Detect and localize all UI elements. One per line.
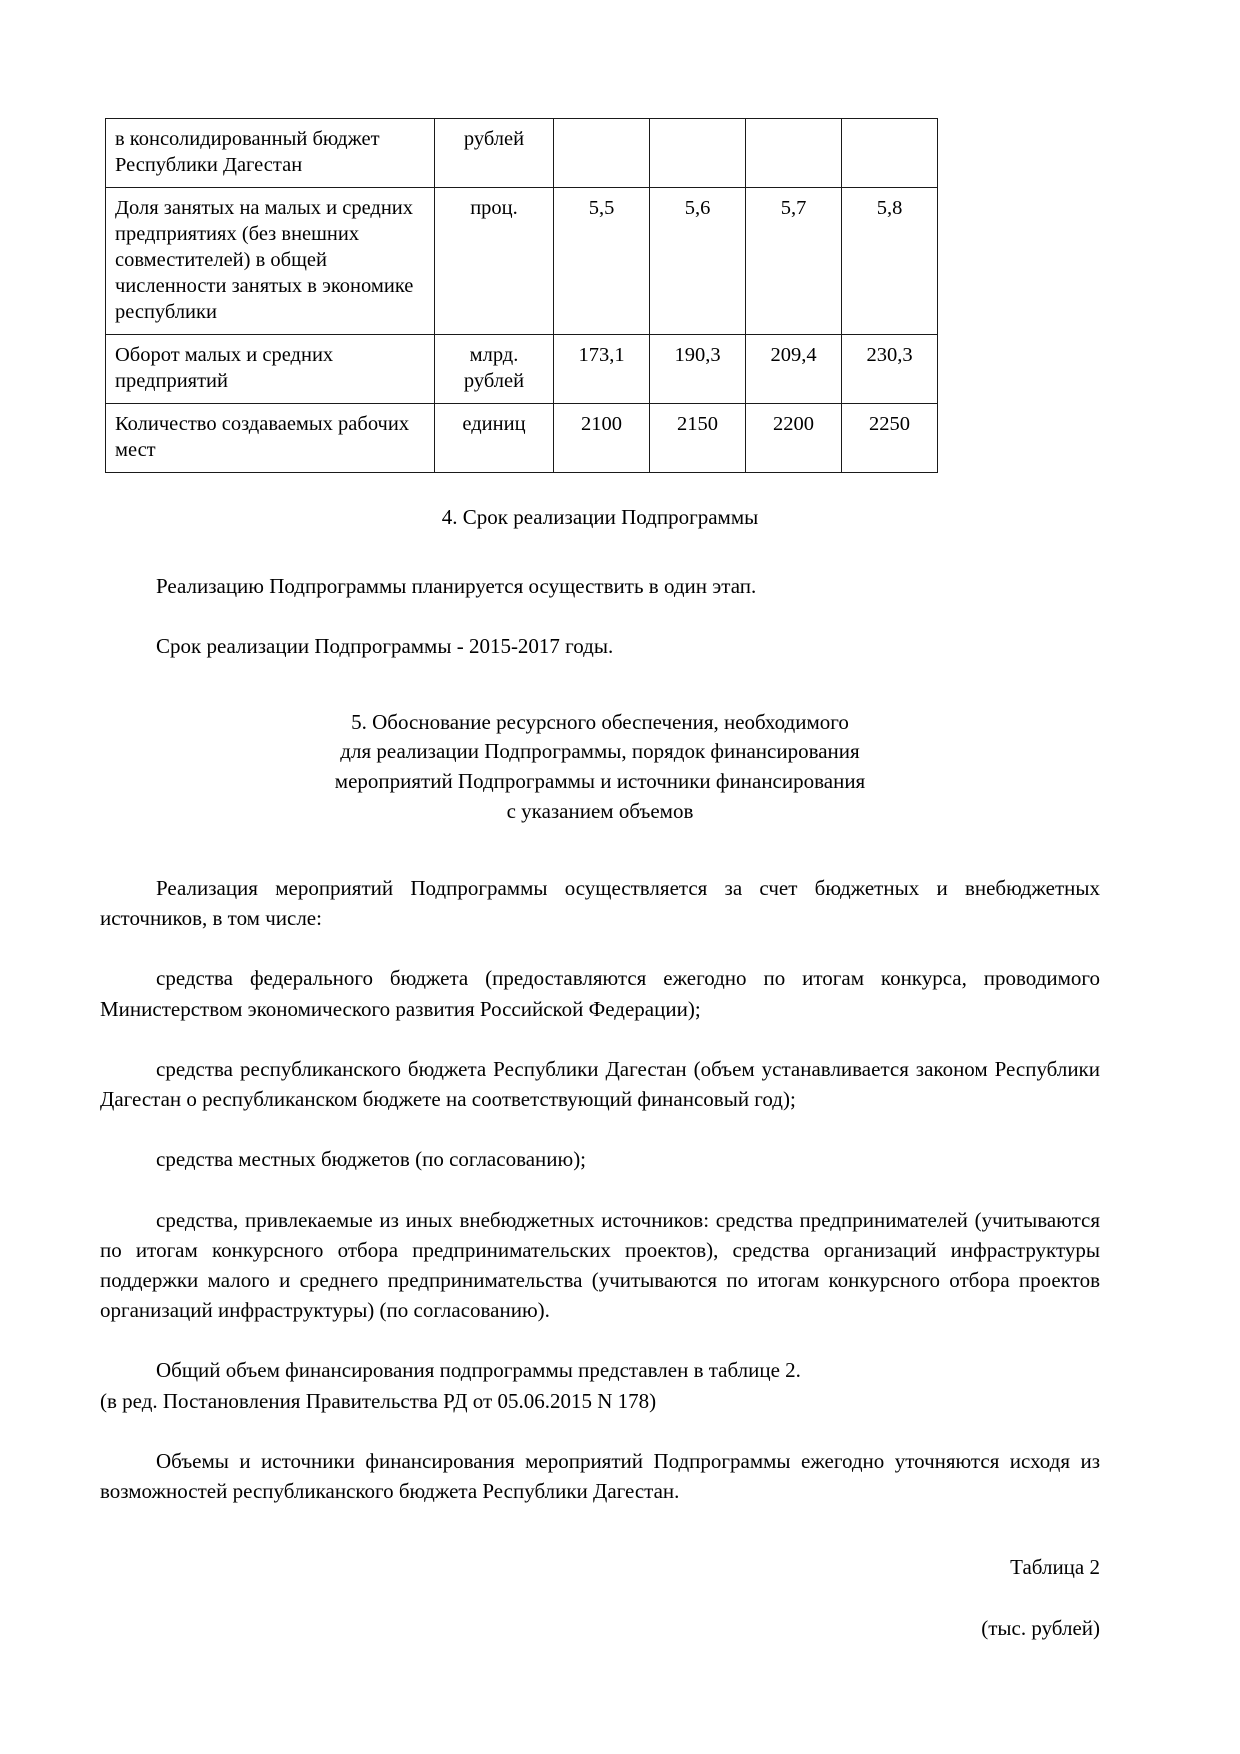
total-funding-volume: Общий объем финансирования подпрограммы представлен в таблице 2. (156, 1358, 801, 1383)
section-5-heading-line-3: мероприятий Подпрограммы и источники финансирования (334, 769, 866, 794)
annual-clarification: Объемы и источники финансирования мероприятий Подпрограммы ежегодно уточняются исходя из возможностей республиканского бюджета Республики Дагестан. (100, 1448, 1100, 1504)
indicator-value: 5,6 (650, 188, 746, 335)
indicator-label: в консолидированный бюджет Республики Дагестан (106, 119, 435, 188)
amendment-note: (в ред. Постановления Правительства РД от 05.06.2015 N 178) (100, 1388, 657, 1413)
table-row (106, 404, 938, 473)
indicator-value (650, 119, 746, 188)
indicator-value: 173,1 (554, 335, 650, 404)
indicators-table (105, 118, 938, 473)
spacer (100, 533, 1100, 571)
indicator-value (842, 119, 938, 188)
indicator-value: 5,7 (746, 188, 842, 335)
spacer (100, 1583, 1100, 1613)
table-2-caption: Таблица 2 (1010, 1555, 1100, 1580)
indicator-value: 2100 (554, 404, 650, 473)
spacer (100, 1024, 1100, 1054)
section-4-heading: 4. Срок реализации Подпрограммы (441, 505, 759, 530)
spacer (100, 1506, 1100, 1552)
indicator-value: 2200 (746, 404, 842, 473)
table-row (106, 188, 938, 335)
indicator-value: 209,4 (746, 335, 842, 404)
indicator-value (554, 119, 650, 188)
spacer (100, 933, 1100, 963)
indicator-unit: млрд. рублей (435, 335, 554, 404)
funding-source-local: средства местных бюджетов (по согласованию); (156, 1147, 587, 1172)
section-4-paragraph-2: Срок реализации Подпрограммы - 2015-2017 годы. (156, 634, 614, 659)
indicator-value: 2250 (842, 404, 938, 473)
section-5-heading-line-4: с указанием объемов (506, 799, 694, 824)
indicator-value: 2150 (650, 404, 746, 473)
funding-source-extrabudgetary: средства, привлекаемые из иных внебюджетных источников: средства предпринимателей (учитываются по итогам конкурсного отбора предпринимательских проектов), средства организаций инфраструктуры поддержки малого и среднего предпринимательства (учитываются по итогам конкурсного отбора проектов организаций инфраструктуры) (по согласованию). (100, 1207, 1100, 1323)
indicators-table-body (106, 119, 938, 473)
funding-source-federal: средства федерального бюджета (предоставляются ежегодно по итогам конкурса, проводимого Министерством экономического развития Российской Федерации); (100, 966, 1100, 1021)
spacer (100, 1114, 1100, 1144)
section-5-heading-line-2: для реализации Подпрограммы, порядок финансирования (340, 739, 860, 764)
section-5-intro: Реализация мероприятий Подпрограммы осуществляется за счет бюджетных и внебюджетных источников, в том числе: (100, 875, 1100, 931)
spacer (100, 1175, 1100, 1205)
indicator-value: 5,5 (554, 188, 650, 335)
spacer (100, 1325, 1100, 1355)
indicator-unit: проц. (435, 188, 554, 335)
table-row (106, 119, 938, 188)
indicator-label: Доля занятых на малых и средних предприятиях (без внешних совместителей) в общей численности занятых в экономике республики (106, 188, 435, 335)
spacer (100, 662, 1100, 708)
indicator-label: Количество создаваемых рабочих мест (106, 404, 435, 473)
indicator-value: 5,8 (842, 188, 938, 335)
funding-source-republican: средства республиканского бюджета Республики Дагестан (объем устанавливается законом Республики Дагестан о республиканском бюджете на соответствующий финансовый год); (100, 1056, 1100, 1112)
indicator-value: 190,3 (650, 335, 746, 404)
indicator-value (746, 119, 842, 188)
spacer (100, 473, 1100, 503)
indicator-unit: единиц (435, 404, 554, 473)
indicator-value: 230,3 (842, 335, 938, 404)
spacer (100, 827, 1100, 873)
section-4-paragraph-1: Реализацию Подпрограммы планируется осуществить в один этап. (156, 574, 757, 599)
table-row (106, 335, 938, 404)
table-2-units: (тыс. рублей) (981, 1615, 1100, 1640)
spacer (100, 1416, 1100, 1446)
indicator-label: Оборот малых и средних предприятий (106, 335, 435, 404)
section-5-heading-line-1: 5. Обоснование ресурсного обеспечения, необходимого (351, 709, 849, 734)
spacer (100, 601, 1100, 631)
indicator-unit: рублей (435, 119, 554, 188)
